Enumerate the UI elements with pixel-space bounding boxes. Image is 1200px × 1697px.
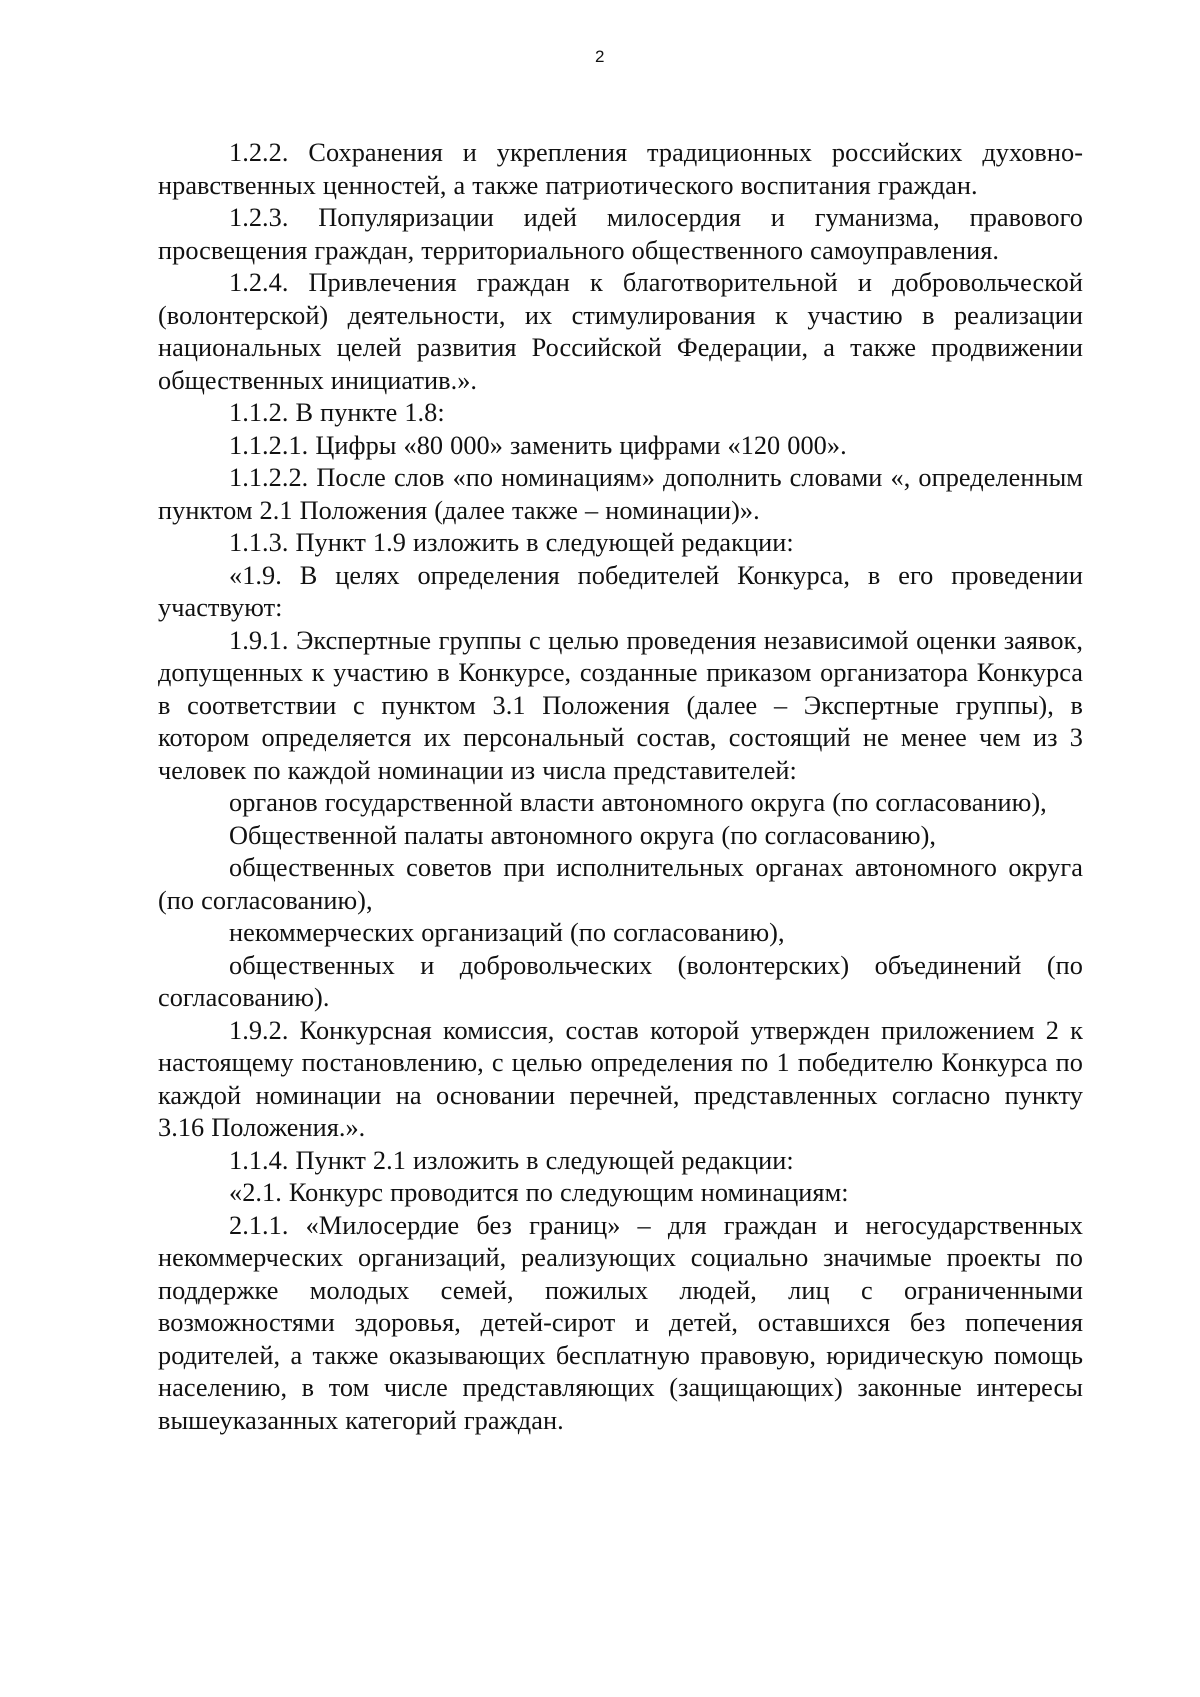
paragraph-1-1-4: 1.1.4. Пункт 2.1 изложить в следующей редакции:	[229, 1145, 794, 1175]
list-item-nonprofit-orgs: некоммерческих организаций (по согласованию),	[229, 918, 785, 947]
document-body	[158, 137, 1083, 1437]
paragraph-1-1-2-1: 1.1.2.1. Цифры «80 000» заменить цифрами «120 000».	[229, 430, 847, 460]
list-item-public-chamber: Общественной палаты автономного округа (по согласованию),	[229, 820, 937, 850]
list-item-state-authorities: органов государственной власти автономного округа (по согласованию),	[229, 788, 1047, 817]
paragraph-2-1: «2.1. Конкурс проводится по следующим номинациям:	[229, 1178, 849, 1207]
paragraph-1-1-2-2: 1.1.2.2. После слов «по номинациям» дополнить словами «, определенным пунктом 2.1 Положения (далее также – номинации)».	[158, 463, 1083, 525]
paragraph-2-1-1: 2.1.1. «Милосердие без границ» – для граждан и негосударственных некоммерческих организаций, реализующих социально значимые проекты по поддержке молодых семей, пожилых людей, лиц с ограниченными возможностями здоровья, детей-сирот и детей, оставшихся без попечения родителей, а также оказывающих бесплатную правовую, юридическую помощь населению, в том числе представляющих (защищающих) законные интересы вышеуказанных категорий граждан.	[158, 1210, 1083, 1435]
paragraph-1-2-4: 1.2.4. Привлечения граждан к благотворительной и добровольческой (волонтерской) деятельности, их стимулирования к участию в реализации национальных целей развития Российской Федерации, а также продвижении общественных инициатив.».	[158, 268, 1083, 395]
page-number: 2	[595, 47, 605, 66]
paragraph-1-9: «1.9. В целях определения победителей Конкурса, в его проведении участвуют:	[158, 560, 1083, 622]
paragraph-1-2-2: 1.2.2. Сохранения и укрепления традиционных российских духовно-нравственных ценностей, а также патриотического воспитания граждан.	[158, 138, 1083, 200]
list-item-volunteer-associations: общественных и добровольческих (волонтерских) объединений (по согласованию).	[158, 950, 1083, 1012]
paragraph-1-9-1: 1.9.1. Экспертные группы с целью проведения независимой оценки заявок, допущенных к участию в Конкурсе, созданные приказом организатора Конкурса в соответствии с пунктом 3.1 Положения (далее – Экспертные группы), в котором определяется их персональный состав, состоящий не менее чем из 3 человек по каждой номинации из числа представителей:	[158, 625, 1083, 785]
paragraph-1-9-2: 1.9.2. Конкурсная комиссия, состав которой утвержден приложением 2 к настоящему постановлению, с целью определения по 1 победителю Конкурса по каждой номинации на основании перечней, представленных согласно пункту 3.16 Положения.».	[158, 1015, 1083, 1142]
paragraph-1-1-3: 1.1.3. Пункт 1.9 изложить в следующей редакции:	[229, 528, 794, 557]
list-item-public-councils: общественных советов при исполнительных органах автономного округа (по согласованию),	[158, 853, 1083, 915]
paragraph-1-2-3: 1.2.3. Популяризации идей милосердия и гуманизма, правового просвещения граждан, территориального общественного самоуправления.	[158, 203, 1083, 265]
paragraph-1-1-2: 1.1.2. В пункте 1.8:	[229, 398, 445, 427]
